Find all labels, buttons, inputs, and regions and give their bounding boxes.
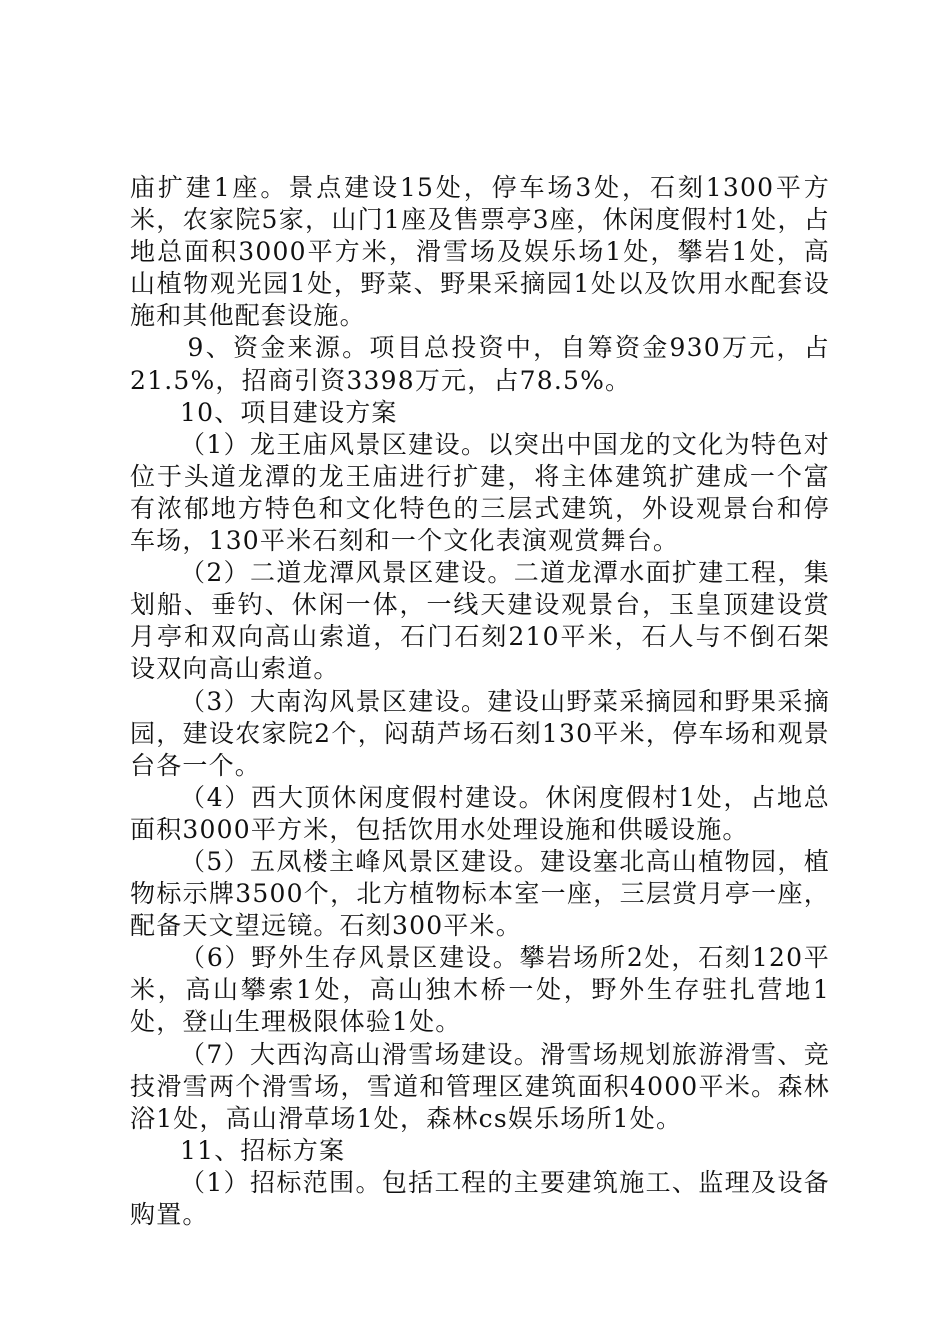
paragraph-daxigou-ski: （7）大西沟高山滑雪场建设。滑雪场规划旅游滑雪、竞技滑雪两个滑雪场，雪道和管理区建筑面积4000平米。森林浴1处，高山滑草场1处，森林cs娱乐场所1处。 [130, 1039, 830, 1133]
paragraph-danangou: （3）大南沟风景区建设。建设山野菜采摘园和野果采摘园，建设农家院2个，闷葫芦场石刻130平米，停车场和观景台各一个。 [130, 686, 830, 780]
paragraph-wufenglou: （5）五凤楼主峰风景区建设。建设塞北高山植物园，植物标示牌3500个，北方植物标本室一座，三层赏月亭一座，配备天文望远镜。石刻300平米。 [130, 846, 830, 941]
paragraph-longwang-temple: （1）龙王庙风景区建设。以突出中国龙的文化为特色对位于头道龙潭的龙王庙进行扩建，将主体建筑扩建成一个富有浓郁地方特色和文化特色的三层式建筑，外设观景台和停车场，130平米石刻和一个文化表演观赏舞台。 [130, 429, 830, 556]
paragraph-xidading: （4）西大顶休闲度假村建设。休闲度假村1处，占地总面积3000平方米，包括饮用水处理设施和供暖设施。 [130, 782, 830, 844]
paragraph-erdao-longtan: （2）二道龙潭风景区建设。二道龙潭水面扩建工程，集划船、垂钓、休闲一体，一线天建设观景台，玉皇顶建设赏月亭和双向高山索道，石门石刻210平米，石人与不倒石架设双向高山索道。 [130, 558, 830, 684]
paragraph-wilderness-survival: （6）野外生存风景区建设。攀岩场所2处，石刻120平米，高山攀索1处，高山独木桥一处，野外生存驻扎营地1处，登山生理极限体验1处。 [130, 943, 830, 1037]
heading-construction-plan: 10、项目建设方案 [180, 397, 398, 427]
paragraph-bidding-scope: （1）招标范围。包括工程的主要建筑施工、监理及设备购置。 [130, 1167, 830, 1229]
document-body [130, 172, 830, 1231]
paragraph-funding-source: 9、资金来源。项目总投资中，自筹资金930万元，占21.5%，招商引资3398万元，占78.5%。 [130, 333, 830, 395]
heading-bidding-plan: 11、招标方案 [180, 1135, 346, 1165]
paragraph-facilities: 庙扩建1座。景点建设15处，停车场3处，石刻1300平方米，农家院5家，山门1座及售票亭3座，休闲度假村1处，占地总面积3000平方米，滑雪场及娱乐场1处，攀岩1处，高山植物观光园1处，野菜、野果采摘园1处以及饮用水配套设施和其他配套设施。 [130, 173, 830, 331]
